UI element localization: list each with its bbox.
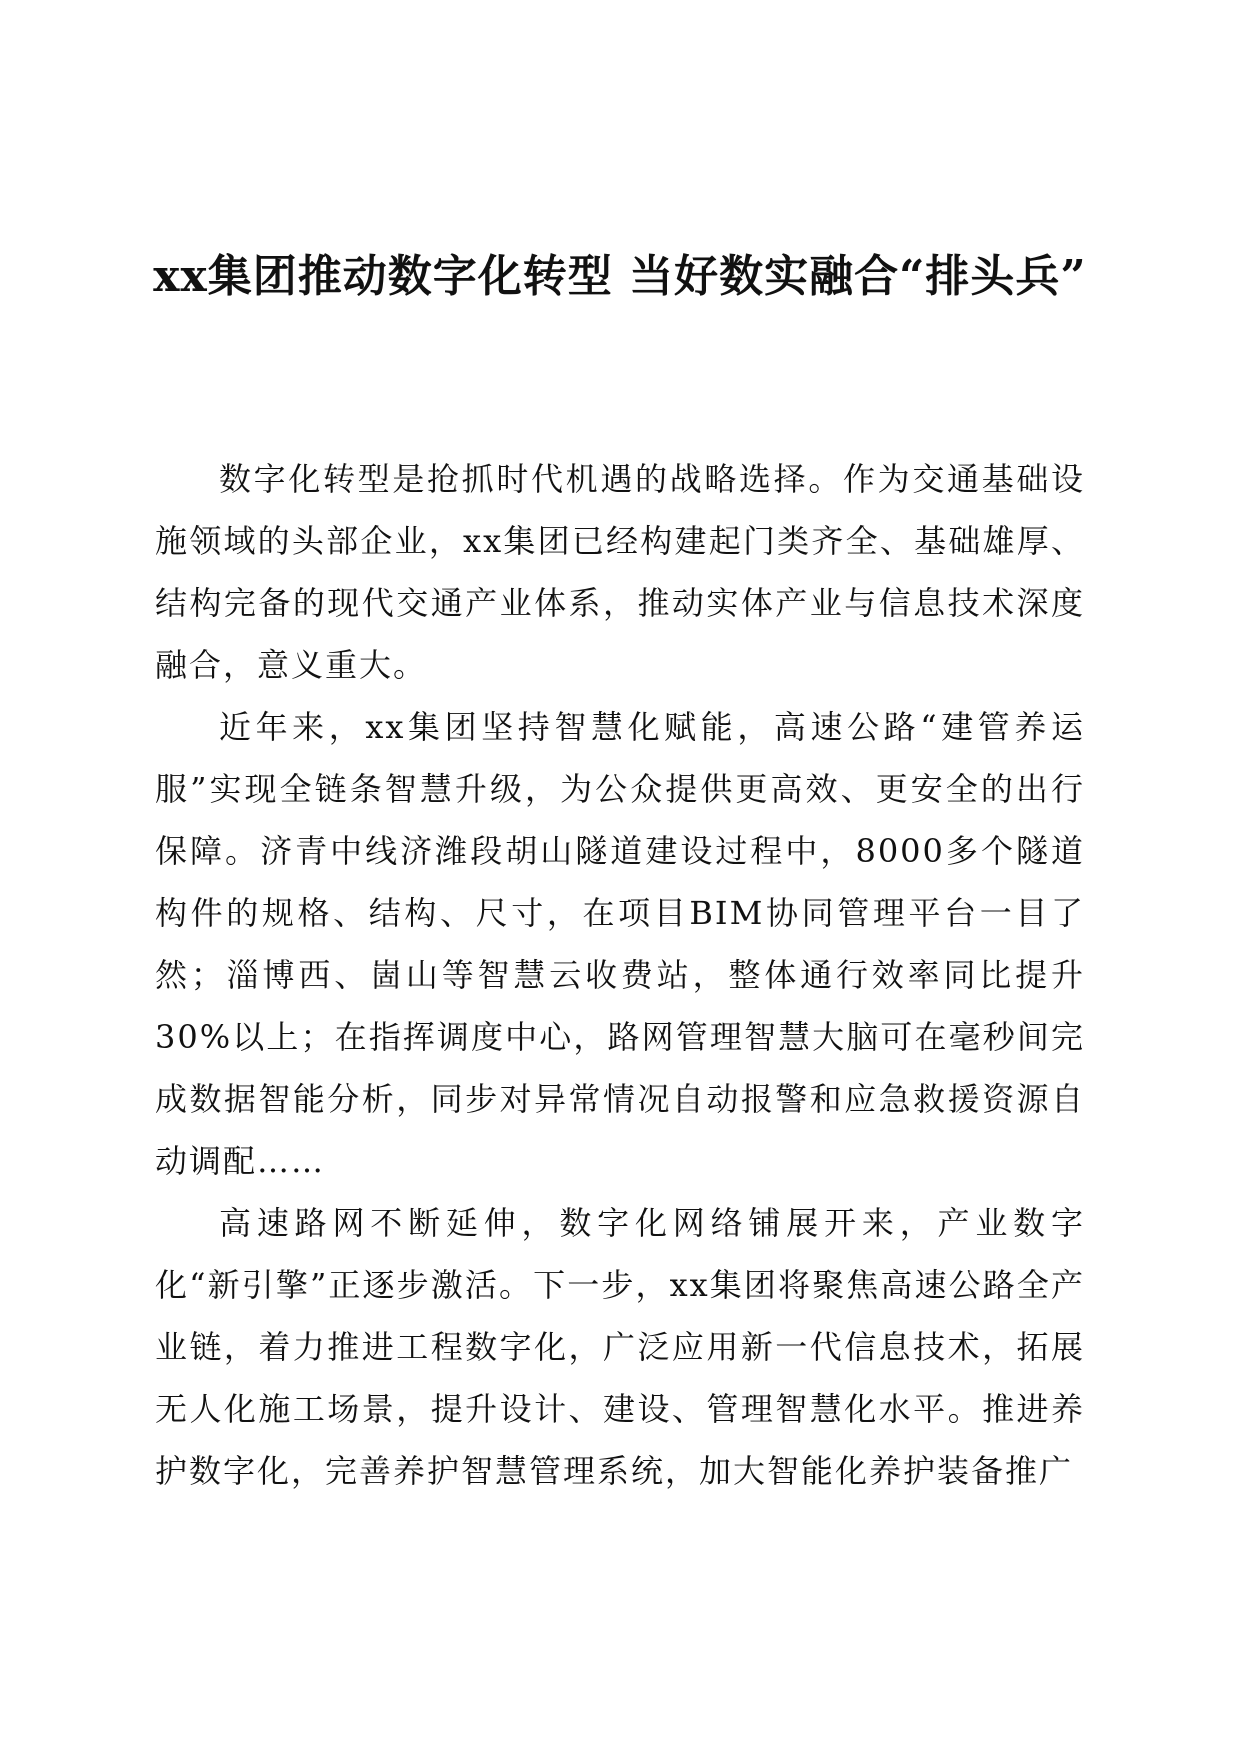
paragraph-recent-progress: 近年来，xx集团坚持智慧化赋能，高速公路“建管养运服”实现全链条智慧升级，为公众提供更高效、更安全的出行保障。济青中线济潍段胡山隧道建设过程中，8000多个隧道构件的规格、结构、尺寸，在项目BIM协同管理平台一目了然；淄博西、崮山等智慧云收费站，整体通行效率同比提升30%以上；在指挥调度中心，路网管理智慧大脑可在毫秒间完成数据智能分析，同步对异常情况自动报警和应急救援资源自动调配…… [155,708,1085,1180]
paragraph-next-steps: 高速路网不断延伸，数字化网络铺展开来，产业数字化“新引擎”正逐步激活。下一步，xx集团将聚焦高速公路全产业链，着力推进工程数字化，广泛应用新一代信息技术，拓展无人化施工场景，提升设计、建设、管理智慧化水平。推进养护数字化，完善养护智慧管理系统，加大智能化养护装备推广 [155,1204,1085,1490]
document-body [155,448,1085,1502]
document-title: xx集团推动数字化转型 当好数实融合“排头兵” [153,251,1087,302]
paragraph-intro: 数字化转型是抢抓时代机遇的战略选择。作为交通基础设施领域的头部企业，xx集团已经构建起门类齐全、基础雄厚、结构完备的现代交通产业体系，推动实体产业与信息技术深度融合，意义重大。 [155,460,1085,684]
